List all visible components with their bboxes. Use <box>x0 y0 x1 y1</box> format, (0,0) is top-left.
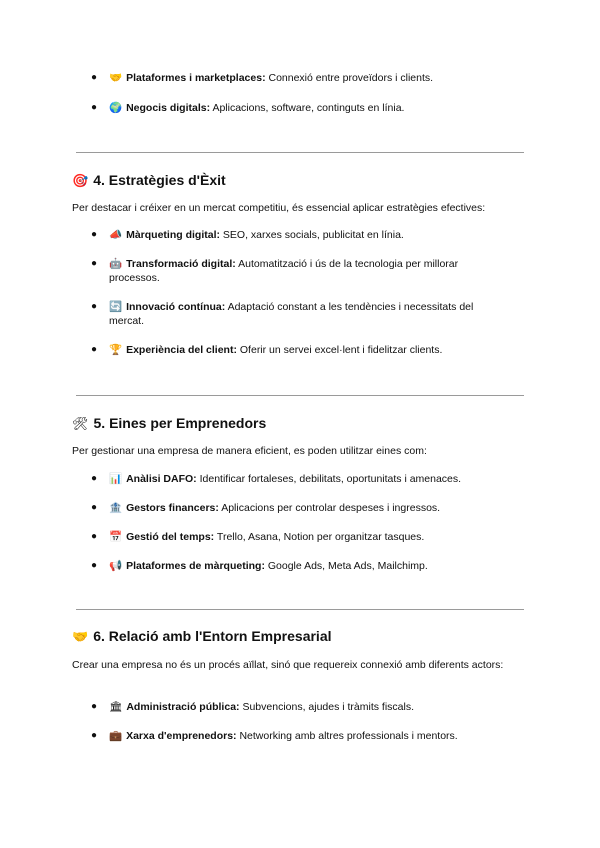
item-label: Gestors financers: <box>126 502 219 514</box>
bullet-icon: ● <box>91 531 98 542</box>
handshake-icon: 🤝 <box>109 72 123 84</box>
heading-text: 6. Relació amb l'Entorn Empresarial <box>93 628 332 644</box>
item-text: Networking amb altres professionals i mentors. <box>239 730 458 742</box>
bank-icon: 🏦 <box>109 502 123 514</box>
item-label: Transformació digital: <box>126 258 236 270</box>
trophy-icon: 🏆 <box>109 344 123 356</box>
bullet-icon: ● <box>91 560 98 571</box>
section-intro: Per destacar i créixer en un mercat competitiu, és essencial aplicar estratègies efectives: <box>72 202 486 214</box>
tools-icon: 🛠 <box>72 417 89 432</box>
list-item <box>0 472 600 486</box>
list-item <box>0 559 600 573</box>
list-item <box>0 530 600 544</box>
list-item <box>0 729 600 743</box>
item-text: Trello, Asana, Notion per organitzar tasques. <box>216 531 425 543</box>
item-text: Google Ads, Meta Ads, Mailchimp. <box>267 560 428 572</box>
list-item <box>0 343 600 357</box>
item-text: SEO, xarxes socials, publicitat en línia. <box>222 229 404 241</box>
section-intro: Per gestionar una empresa de manera eficient, es poden utilitzar eines com: <box>72 445 427 457</box>
item-text: Adaptació constant a les tendències i necessitats del mercat. <box>109 301 474 327</box>
item-text: Aplicacions per controlar despeses i ingressos. <box>221 502 441 514</box>
bullet-icon: ● <box>91 730 98 741</box>
list-item <box>0 71 600 85</box>
item-text: Identificar fortaleses, debilitats, oportunitats i amenaces. <box>199 473 462 485</box>
section-divider <box>76 395 524 396</box>
bullet-list <box>0 472 600 573</box>
bullet-list <box>0 71 600 115</box>
item-label: Negocis digitals: <box>126 102 211 114</box>
section-divider <box>76 152 524 153</box>
section-intro: Crear una empresa no és un procés aïllat, sinó que requereix connexió amb diferents actors: <box>72 659 504 671</box>
item-text: Oferir un servei excel·lent i fidelitzar clients. <box>239 344 443 356</box>
section-heading <box>72 627 332 647</box>
bullet-icon: ● <box>91 344 98 355</box>
list-item <box>0 228 600 242</box>
item-text: Aplicacions, software, continguts en línia. <box>212 102 405 114</box>
heading-text: 5. Eines per Emprenedors <box>93 415 267 431</box>
item-label: Experiència del client: <box>126 344 237 356</box>
section-heading <box>72 171 226 191</box>
section-list <box>0 228 600 357</box>
bullet-icon: ● <box>91 701 98 712</box>
item-text: Subvencions, ajudes i tràmits fiscals. <box>242 701 415 713</box>
item-text: Connexió entre proveïdors i clients. <box>268 72 434 84</box>
list-item <box>0 257 600 285</box>
item-label: Plataformes i marketplaces: <box>126 72 266 84</box>
bullet-icon: ● <box>91 72 98 83</box>
bullet-icon: ● <box>91 229 98 240</box>
calendar-icon: 📅 <box>109 531 123 543</box>
refresh-icon: 🔄 <box>109 301 123 313</box>
bar-chart-icon: 📊 <box>109 473 123 485</box>
item-label: Innovació contínua: <box>126 301 226 313</box>
handshake-icon: 🤝 <box>72 630 89 645</box>
list-item <box>0 300 600 328</box>
globe-icon: 🌍 <box>109 102 123 114</box>
bullet-list <box>0 228 600 357</box>
section-divider <box>76 609 524 610</box>
bullet-icon: ● <box>91 502 98 513</box>
loudspeaker-icon: 📢 <box>109 560 123 572</box>
bullet-list <box>0 700 600 743</box>
bullet-icon: ● <box>91 473 98 484</box>
item-label: Administració pública: <box>126 701 240 713</box>
megaphone-icon: 📣 <box>109 229 123 241</box>
item-label: Màrqueting digital: <box>126 229 220 241</box>
list-item <box>0 501 600 515</box>
heading-text: 4. Estratègies d'Èxit <box>93 172 226 188</box>
section-continued <box>0 71 600 115</box>
section-list <box>0 472 600 573</box>
target-icon: 🎯 <box>72 174 89 189</box>
section-heading <box>72 414 266 434</box>
section-list <box>0 700 600 743</box>
item-label: Plataformes de màrqueting: <box>126 560 265 572</box>
list-item <box>0 101 600 115</box>
list-item <box>0 700 600 714</box>
robot-icon: 🤖 <box>109 258 123 270</box>
government-building-icon: 🏛 <box>109 701 123 713</box>
item-label: Gestió del temps: <box>126 531 215 543</box>
bullet-icon: ● <box>91 102 98 113</box>
briefcase-icon: 💼 <box>109 730 123 742</box>
item-label: Anàlisi DAFO: <box>126 473 197 485</box>
item-label: Xarxa d'emprenedors: <box>126 730 237 742</box>
bullet-icon: ● <box>91 301 98 312</box>
item-text: Automatització i ús de la tecnologia per millorar processos. <box>109 258 459 284</box>
bullet-icon: ● <box>91 258 98 269</box>
